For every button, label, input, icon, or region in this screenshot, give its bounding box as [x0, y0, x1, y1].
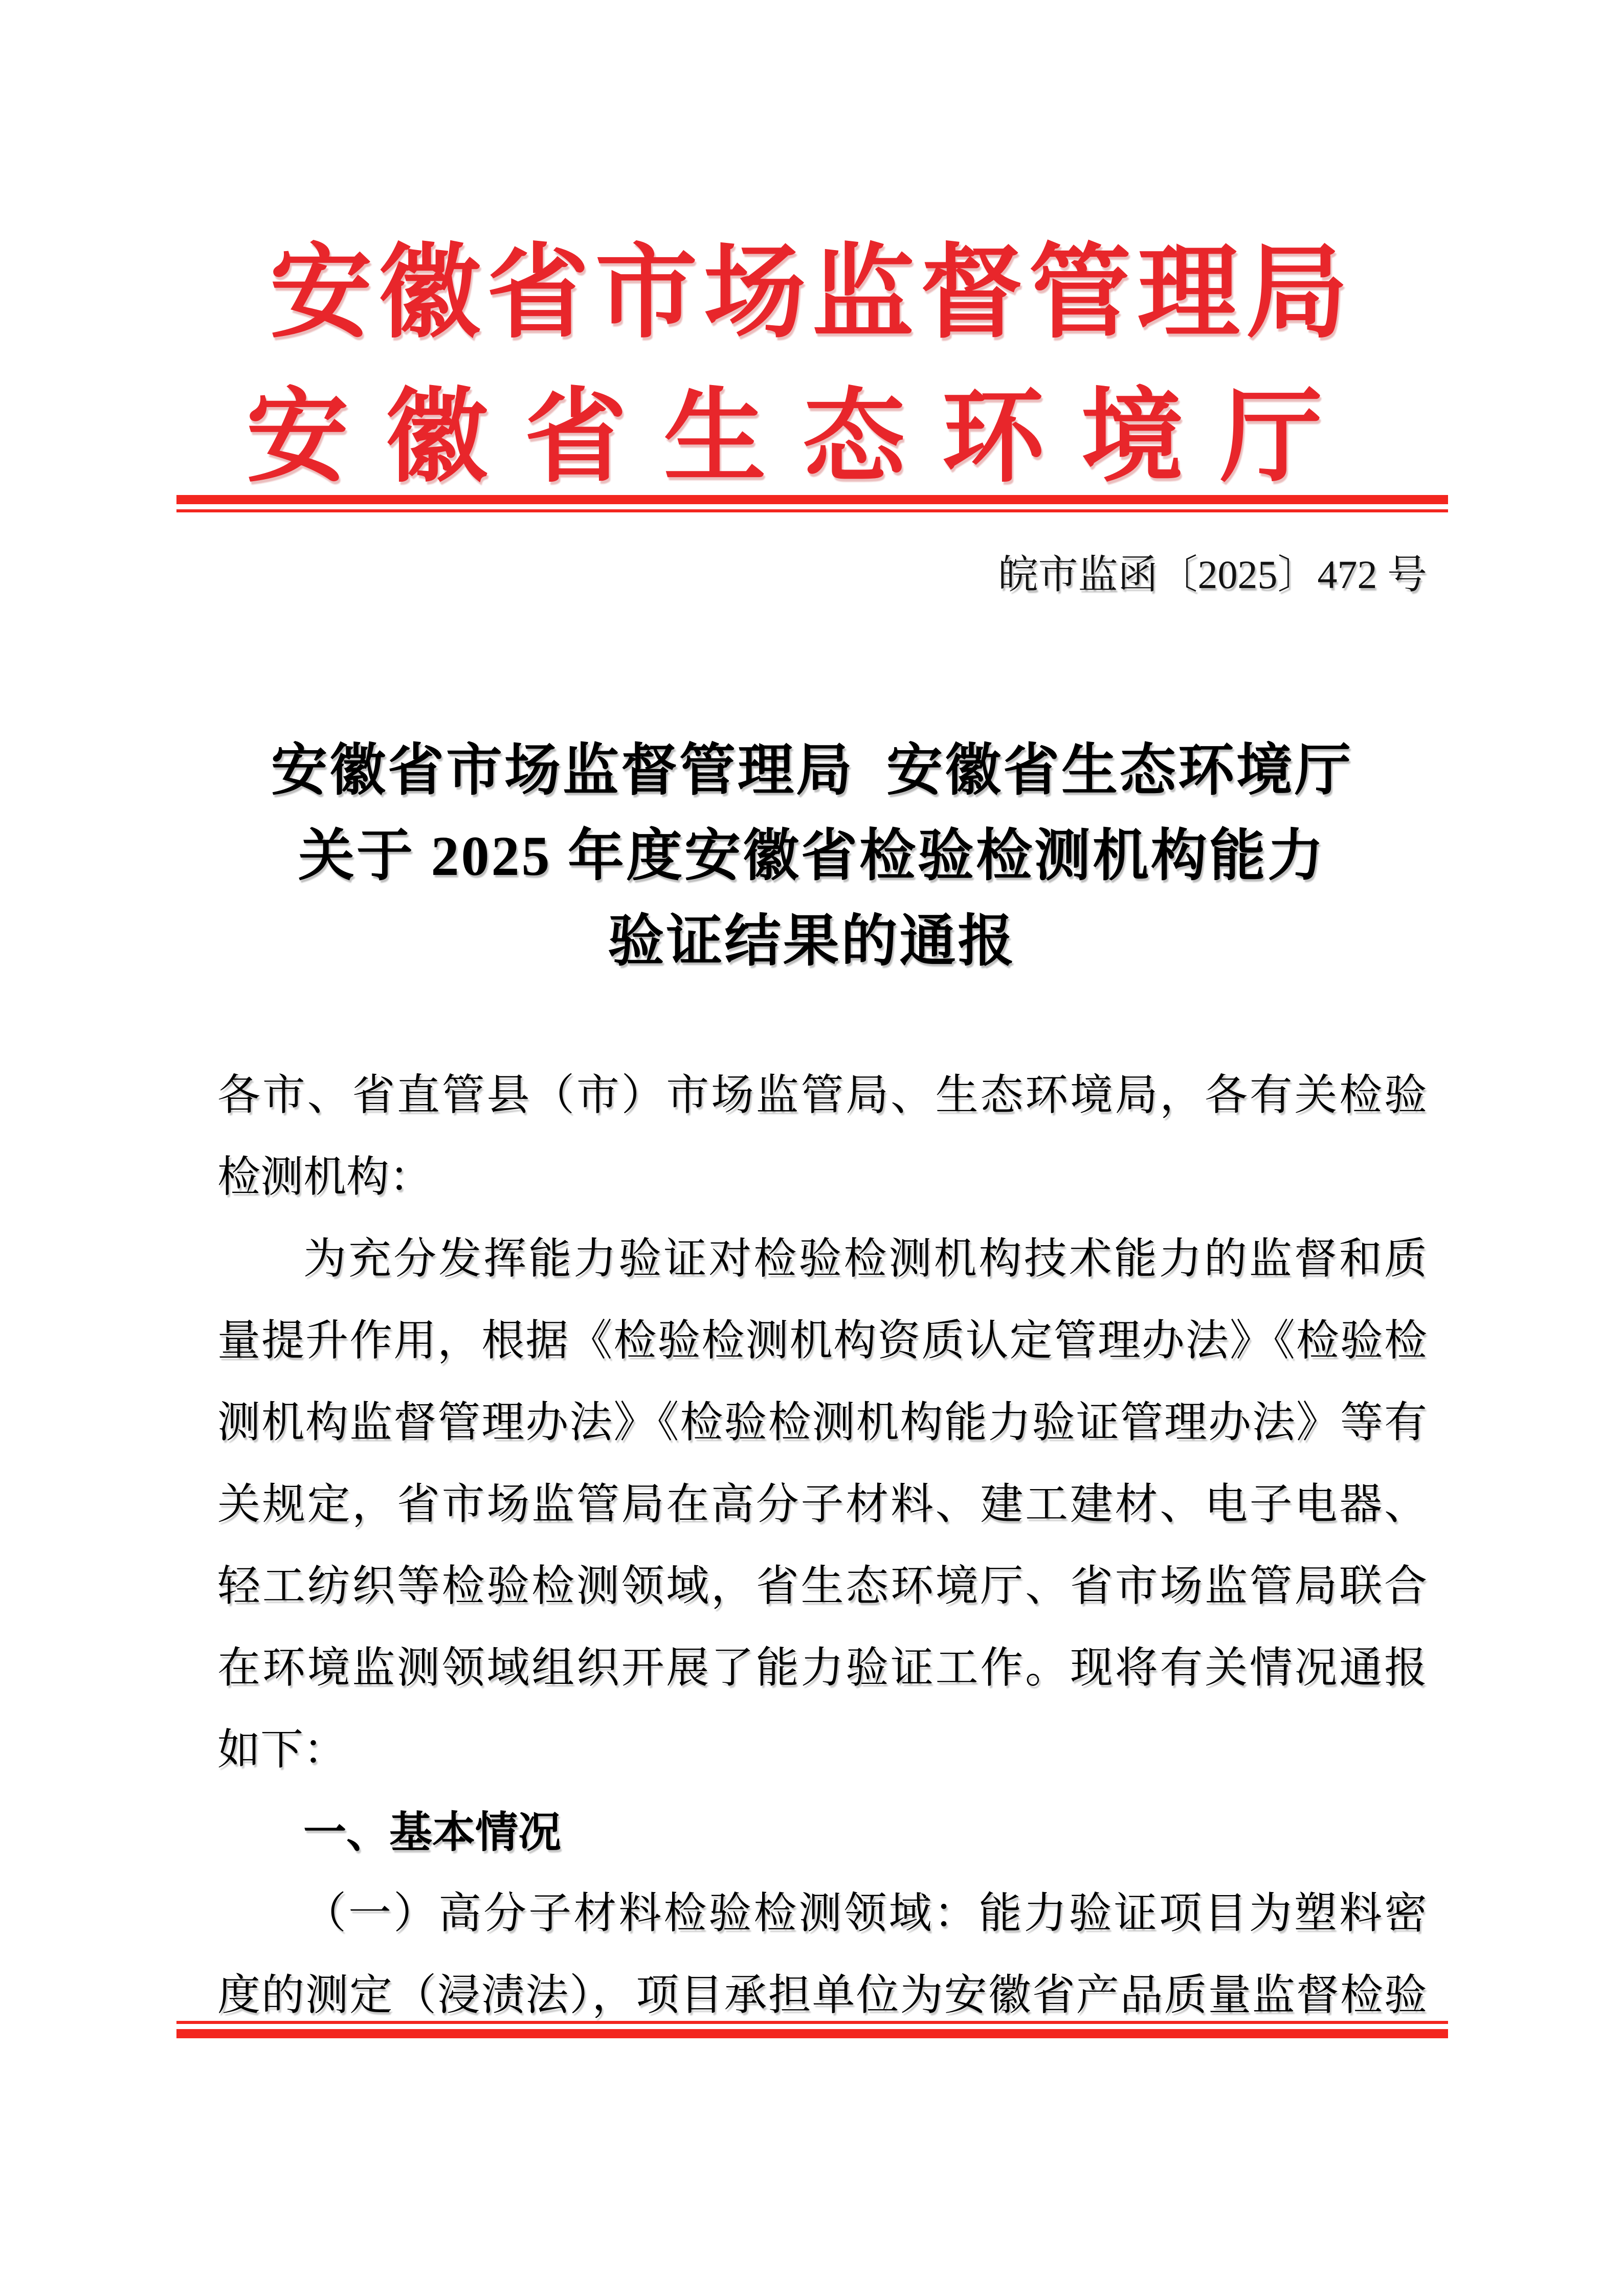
body-line: 测机构监督管理办法》《检验检测机构能力验证管理办法》等有: [217, 1399, 1427, 1447]
body-line: 如下：: [217, 1726, 347, 1774]
red-separator-top: [176, 495, 1448, 512]
body-line: 关规定，省市场监管局在高分子材料、建工建材、电子电器、: [217, 1481, 1427, 1528]
body-line: 各市、省直管县（市）市场监管局、生态环境局，各有关检验: [217, 1072, 1427, 1119]
document-title: [0, 728, 1624, 984]
title-line-3: 验证结果的通报: [608, 910, 1016, 973]
rule-gap: [176, 504, 1448, 509]
red-separator-bottom: [176, 2021, 1448, 2038]
body-line: （一）高分子材料检验检测领域：能力验证项目为塑料密: [303, 1890, 1427, 1938]
red-rule-thick: [176, 2029, 1448, 2038]
doc-number: 皖市监函〔2025〕472 号: [998, 552, 1427, 597]
title-line-2: 关于 2025 年度安徽省检验检测机构能力: [298, 825, 1326, 887]
section-heading: 一、基本情况: [303, 1808, 562, 1856]
body-line: 为充分发挥能力验证对检验检测机构技术能力的监督和质: [303, 1235, 1427, 1283]
body-line: 度的测定（浸渍法），项目承担单位为安徽省产品质量监督检验: [217, 1972, 1427, 2019]
agency-header-line-2: 安徽省生态环境厅: [246, 381, 1360, 494]
body-line: 轻工纺织等检验检测领域，省生态环境厅、省市场监管局联合: [217, 1563, 1427, 1610]
red-rule-thin: [176, 509, 1448, 512]
body-line: 量提升作用，根据《检验检测机构资质认定管理办法》《检验检: [217, 1317, 1427, 1365]
red-rule-thick: [176, 495, 1448, 504]
title-line-1: 安徽省市场监督管理局 安徽省生态环境厅: [271, 739, 1353, 802]
body-line: 在环境监测领域组织开展了能力验证工作。现将有关情况通报: [217, 1645, 1427, 1692]
rule-gap: [176, 2024, 1448, 2029]
document-body: [217, 1055, 1427, 2037]
body-line: 检测机构：: [217, 1154, 433, 1201]
agency-header-line-1: 安徽省市场监督管理局: [270, 237, 1354, 350]
